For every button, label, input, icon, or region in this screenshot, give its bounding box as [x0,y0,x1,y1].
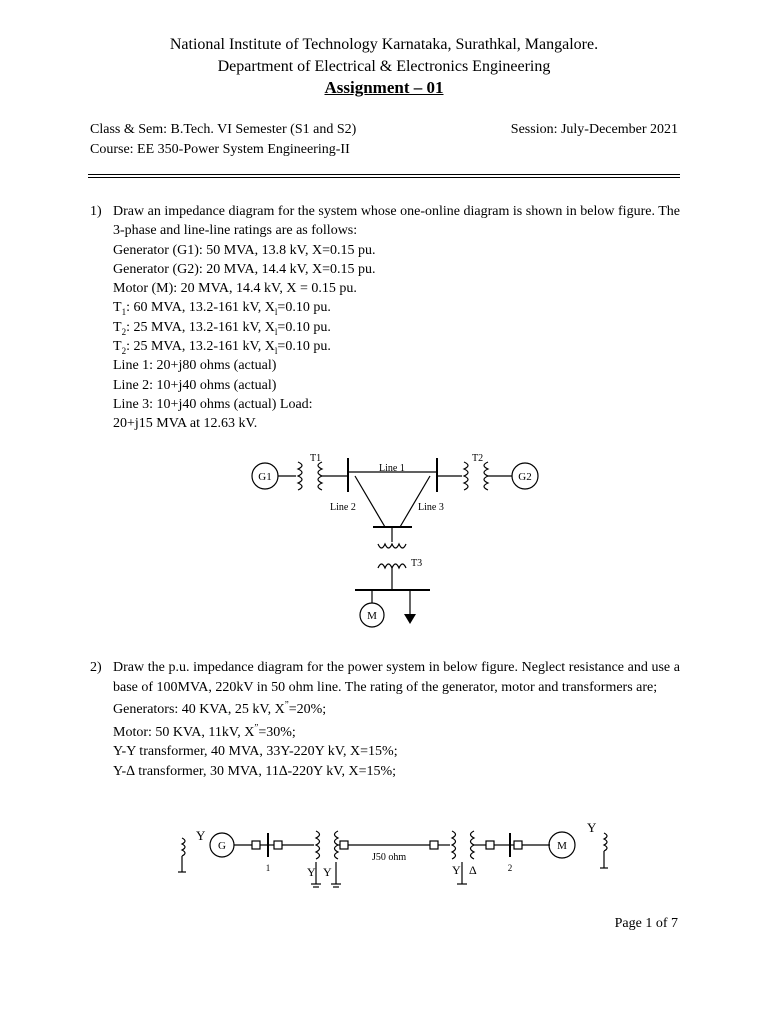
label-yy-y1: Y [307,865,316,879]
motor-grounding-coil [604,833,607,851]
breaker-line-right [430,841,438,849]
q1-line-2: Line 2: 10+j40 ohms (actual) [113,377,277,393]
label-gen-y: Y [196,828,206,843]
q1-generator-g2: Generator (G2): 20 MVA, 14.4 kV, X=0.15 pu. [113,261,376,277]
label-bus-2: 2 [507,863,513,873]
q2-motor: Motor: 50 KVA, 11kV, X”=30%; [113,721,296,740]
label-bus-1: 1 [265,863,271,873]
q1-line-3: Line 3: 10+j40 ohms (actual) Load: [113,396,313,412]
yy-transformer-primary-coil [316,831,320,859]
label-t2: T2 [472,453,484,464]
label-motor: M [367,610,377,622]
department-name: Department of Electrical & Electronics Engineering [217,58,551,75]
assignment-title: Assignment – 01 [324,78,444,97]
breaker-2b [514,841,522,849]
q1-transformer-t2a: $T_2$: 25 MVA, 13.2-161 kV, $X_l=0.10$ pu. [113,319,331,337]
label-t3: T3 [411,558,423,569]
label-motor-m: M [557,840,567,852]
q1-transformer-t2b: $T_2$: 25 MVA, 13.2-161 kV, $X_l=0.10$ pu. [113,339,331,356]
question-1-intro: Draw an impedance diagram for the system whose one-online diagram is shown in below figure. The 3-phase and line-line ratings are as follows: [113,204,680,239]
q2-generators: Generators: 40 KVA, 25 kV, X”=20%; [113,699,327,717]
label-g1: G1 [258,471,272,483]
label-gen-g: G [218,840,226,852]
q1-load: 20+j15 MVA at 12.63 kV. [113,416,258,432]
question-1-number: 1) [90,204,102,219]
label-line-2: Line 2 [330,502,356,513]
q2-yy-transformer: Y-Y transformer, 40 MVA, 33Y-220Y kV, X=15%; [113,744,398,759]
institute-name: National Institute of Technology Karnataka, Surathkal, Mangalore. [169,36,599,53]
label-yy-y2: Y [323,865,332,879]
yy-transformer-secondary-coil [335,831,339,859]
breaker-line-left [340,841,348,849]
label-line-3: Line 3 [418,502,444,513]
course: Course: EE 350-Power System Engineering-II [90,142,350,157]
q1-transformer-t1: $T_1$: 60 MVA, 13.2-161 kV, $X_l=0.10$ pu. [113,300,331,318]
class-sem: Class & Sem: B.Tech. VI Semester (S1 and S2) [90,122,357,137]
question-2-intro: Draw the p.u. impedance diagram for the power system in below figure. Neglect resistance and use a base of 100MVA, 220kV in 50 ohm line. The rating of the generator, motor and transformers are; [113,660,680,695]
breaker-1a [252,841,260,849]
generator-grounding-coil [182,838,185,856]
page-number: Page 1 of 7 [614,916,678,931]
breaker-1b [274,841,282,849]
label-g2: G2 [518,471,532,483]
session: Session: July-December 2021 [510,122,678,137]
yd-transformer-primary-coil [452,831,456,859]
label-motor-y: Y [587,820,597,835]
label-t1: T1 [310,453,322,464]
yd-transformer-secondary-coil [471,831,475,859]
question-2-number: 2) [90,660,102,675]
label-line-1: Line 1 [379,463,405,474]
label-yd-delta: Δ [469,863,477,877]
q1-line-1: Line 1: 20+j80 ohms (actual) [113,358,277,374]
q2-yd-transformer: Y-∆ transformer, 30 MVA, 11∆-220Y kV, X=15%; [113,763,397,779]
breaker-2a [486,841,494,849]
q1-motor: Motor (M): 20 MVA, 14.4 kV, X = 0.15 pu. [113,281,357,297]
label-line: J50 ohm [372,852,407,863]
label-yd-y: Y [452,863,461,877]
q1-generator-g1: Generator (G1): 50 MVA, 13.8 kV, X=0.15 pu. [113,242,376,258]
